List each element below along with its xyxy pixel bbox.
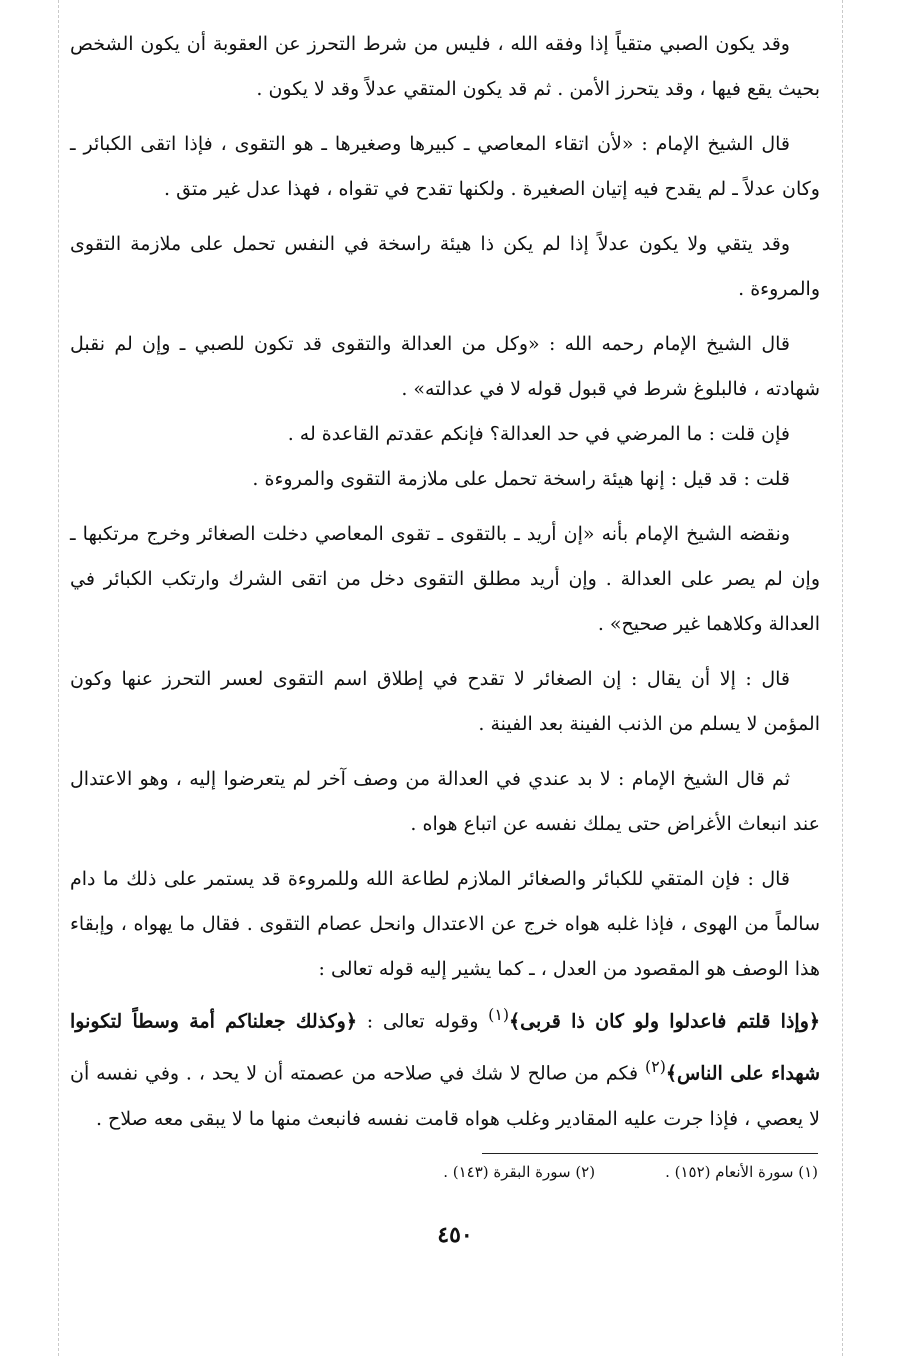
footnotes — [90, 1160, 818, 1184]
page-number: ٤٥٠ — [437, 1222, 473, 1248]
paragraph-1: وقد يكون الصبي متقياً إذا وفقه الله ، فليس من شرط التحرز عن العقوبة أن يكون الشخص بحيث يقع فيها ، وقد يتحرز الأمن . ثم قد يكون المتقي عدلاً وقد لا يكون . — [70, 33, 820, 100]
paragraph-8: قال : إلا أن يقال : إن الصغائر لا تقدح في إطلاق اسم التقوى لعسر التحرز عنها وكون المؤمن لا يسلم من الذنب الفينة بعد الفينة . — [70, 668, 820, 735]
paragraph-5: فإن قلت : ما المرضي في حد العدالة؟ فإنكم عقدتم القاعدة له . — [287, 423, 790, 445]
quran-quote-1: ﴿وإذا قلتم فاعدلوا ولو كان ذا قربى﴾ — [509, 1010, 821, 1033]
paragraph-7: ونقضه الشيخ الإمام بأنه «إن أريد ـ بالتقوى ـ تقوى المعاصي دخلت الصغائر وخرج مرتكبها ـ وإن لم يصر على العدالة . وإن أريد مطلق التقوى دخل من اتقى الشرك وارتكب الكبائر في العدالة وكلاهما غير صحيح» . — [70, 523, 820, 635]
paragraph-11-tail: فكم من صالح لا شك في صلاحه من عصمته أن لا يحد ، . وفي نفسه أن لا يعصي ، فإذا جرت عليه المقادير وغلب هواه قامت نفسه فانبعث منها ما لا يبقى معه صلاح . — [70, 1062, 820, 1130]
footnote-1: (١) سورة الأنعام (١٥٢) . — [665, 1163, 818, 1181]
footnote-2: (٢) سورة البقرة (١٤٣) . — [443, 1163, 596, 1181]
paragraph-11-mid: وقوله تعالى : — [357, 1010, 489, 1033]
scan-guide-line — [58, 0, 59, 1356]
paragraph-3: وقد يتقي ولا يكون عدلاً إذا لم يكن ذا هيئة راسخة في النفس تحمل على ملازمة التقوى والمروءة . — [70, 233, 820, 300]
paragraph-4: قال الشيخ الإمام رحمه الله : «وكل من العدالة والتقوى قد تكون للصبي ـ وإن لم نقبل شهادته ، فالبلوغ شرط في قبول قوله لا في عدالته» . — [70, 333, 820, 400]
paragraph-2: قال الشيخ الإمام : «لأن اتقاء المعاصي ـ كبيرها وصغيرها ـ هو التقوى ، فإذا اتقى الكبائر ـ وكان عدلاً ـ لم يقدح فيه إتيان الصغيرة . ولكنها تقدح في تقواه ، فهذا عدل غير متق . — [70, 133, 820, 200]
paragraph-9: ثم قال الشيخ الإمام : لا بد عندي في العدالة من وصف آخر لم يتعرضوا إليه ، وهو الاعتدال عند انبعاث الأغراض حتى يملك نفسه عن اتباع هواه . — [70, 768, 820, 835]
paragraph-6: قلت : قد قيل : إنها هيئة راسخة تحمل على ملازمة التقوى والمروءة . — [252, 468, 790, 490]
paragraph-11 — [70, 992, 820, 1142]
footnote-divider — [482, 1153, 818, 1154]
footnote-ref-2: (٢) — [644, 1057, 666, 1077]
page-body — [70, 22, 820, 1152]
paragraph-10: قال : فإن المتقي للكبائر والصغائر الملازم لطاعة الله وللمروءة قد يستمر على ذلك ما دام سالماً من الهوى ، فإذا غلبه هواه خرج عن الاعتدال وانحل عصام التقوى . فقال ما يهواه ، وإبقاء هذا الوصف هو المقصود من العدل ، ـ كما يشير إليه قوله تعالى : — [70, 868, 820, 980]
scan-guide-line — [842, 0, 843, 1356]
quran-quote-2: ﴿وكذلك جعلناكم أمة وسطاً لتكونوا شهداء على الناس﴾ — [70, 1010, 820, 1085]
footnote-ref-1: (١) — [488, 1005, 510, 1024]
